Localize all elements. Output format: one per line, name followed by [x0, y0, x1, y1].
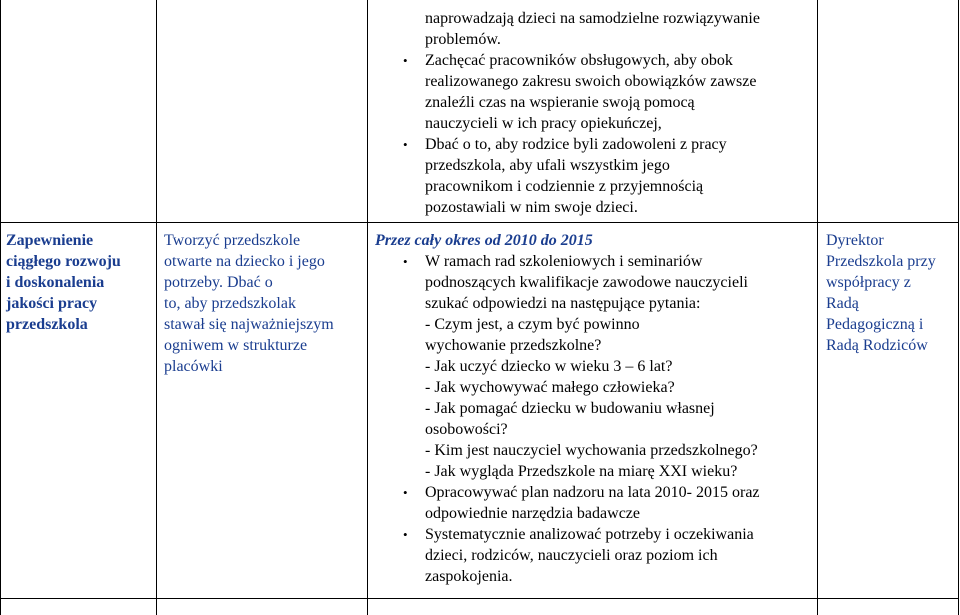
text-line: ogniwem w strukturze	[164, 337, 308, 354]
bullet-icon: •	[403, 485, 408, 500]
text-line: Dyrektor	[826, 232, 884, 249]
text-line: Zapewnienie	[6, 232, 94, 249]
text-line: i doskonalenia	[6, 274, 105, 291]
text-line: placówki	[164, 358, 223, 375]
text-line: - Jak wychowywać małego człowieka?	[425, 379, 675, 396]
period-heading: Przez cały okres od 2010 do 2015	[375, 232, 593, 249]
column-divider-1	[156, 0, 157, 615]
text-line: dzieci, rodziców, nauczycieli oraz poziom ich	[425, 547, 718, 564]
bullet-icon: •	[403, 527, 408, 542]
responsible-cell	[826, 230, 956, 356]
text-line: osobowości?	[425, 421, 508, 438]
text-line: Systematycznie analizować potrzeby i oczekiwania	[425, 526, 754, 543]
text-line: szukać odpowiedzi na następujące pytania:	[425, 295, 701, 312]
text-line: stawał się najważniejszym	[164, 316, 334, 333]
bullet-icon: •	[403, 254, 408, 269]
text-line: pracownikom i codziennie z przyjemnością	[425, 178, 704, 195]
continuation-intro	[425, 8, 815, 50]
text-line: podnoszących kwalifikacje zawodowe nauczycieli	[425, 274, 748, 291]
text-line: zaspokojenia.	[425, 568, 513, 585]
text-line: Zachęcać pracowników obsługowych, aby obok	[425, 52, 733, 69]
column-divider-3	[817, 0, 818, 615]
text-line: - Jak uczyć dziecko w wieku 3 – 6 lat?	[425, 358, 673, 375]
text-line: problemów.	[425, 31, 501, 48]
tasks-bullets	[399, 251, 815, 587]
text-line: Dbać o to, aby rodzice byli zadowoleni z pracy	[425, 136, 727, 153]
text-line: znaleźli czas na wspieranie swoją pomocą	[425, 94, 695, 111]
text-line: przedszkola	[6, 316, 88, 333]
text-line: współpracy z	[826, 274, 911, 291]
tasks-cell	[375, 230, 815, 251]
list-item	[399, 251, 815, 482]
text-line: Pedagogiczną i	[826, 316, 924, 333]
table-border-bottom	[0, 598, 959, 599]
table-border-right	[958, 0, 959, 615]
text-line: potrzeby. Dbać o	[164, 274, 273, 291]
bullet-icon: •	[403, 53, 408, 68]
continuation-bullets	[399, 50, 815, 218]
table-border-left	[0, 0, 1, 615]
objective-cell	[164, 230, 364, 377]
text-line: realizowanego zakresu swoich obowiązków zawsze	[425, 73, 757, 90]
text-line: przedszkola, aby ufali wszystkim jego	[425, 157, 670, 174]
text-line: Tworzyć przedszkole	[164, 232, 301, 249]
text-line: wychowanie przedszkolne?	[425, 337, 602, 354]
text-line: naprowadzają dzieci na samodzielne rozwiązywanie	[425, 10, 760, 27]
text-line: - Jak pomagać dziecku w budowaniu własnej	[425, 400, 715, 417]
text-line: ciągłego rozwoju	[6, 253, 121, 270]
text-line: otwarte na dziecko i jego	[164, 253, 325, 270]
text-line: odpowiednie narzędzia badawcze	[425, 505, 640, 522]
row-divider	[0, 222, 959, 223]
column-divider-2	[367, 0, 368, 615]
text-line: Przedszkola przy	[826, 253, 936, 270]
text-line: Radą	[826, 295, 859, 312]
text-line: Radą Rodziców	[826, 337, 928, 354]
bullet-icon: •	[403, 137, 408, 152]
list-item	[399, 524, 815, 587]
text-line: - Jak wygląda Przedszkole na miarę XXI wieku?	[425, 463, 738, 480]
text-line: W ramach rad szkoleniowych i seminariów	[425, 253, 703, 270]
list-item	[399, 482, 815, 524]
list-item	[399, 50, 815, 134]
text-line: - Kim jest nauczyciel wychowania przedszkolnego?	[425, 442, 758, 459]
text-line: Opracowywać plan nadzoru na lata 2010- 2015 oraz	[425, 484, 760, 501]
text-line: jakości pracy	[6, 295, 98, 312]
continuation-cell	[425, 8, 815, 50]
text-line: to, aby przedszkolak	[164, 295, 296, 312]
text-line: nauczycieli w ich pracy opiekuńczej,	[425, 115, 662, 132]
text-line: - Czym jest, a czym być powinno	[425, 316, 640, 333]
list-item	[399, 134, 815, 218]
text-line: pozostawiali w nim swoje dzieci.	[425, 199, 638, 216]
goal-title-cell	[6, 230, 154, 335]
